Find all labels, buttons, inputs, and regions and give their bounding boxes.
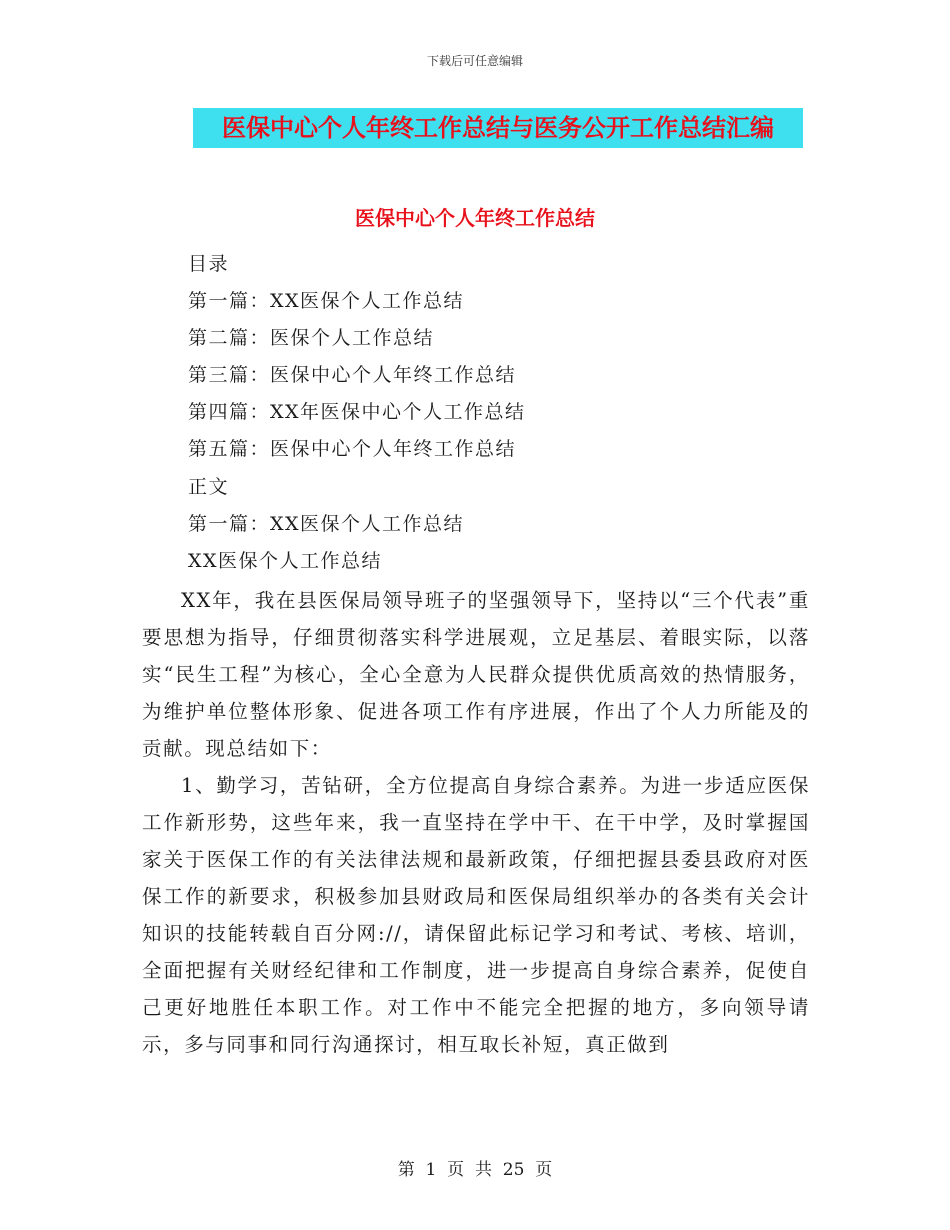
body-text [142,582,810,1063]
document-title: 医保中心个人年终工作总结与医务公开工作总结汇编 [222,114,774,142]
toc-item-4: 第四篇：XX年医保中心个人工作总结 [188,401,526,423]
toc-item-5: 第五篇：医保中心个人年终工作总结 [188,438,517,460]
paragraph: XX年，我在县医保局领导班子的坚强领导下，坚持以“三个代表”重要思想为指导，仔细贯彻落实科学进展观，立足基层、着眼实际，以落实“民生工程”为核心，全心全意为人民群众提供优质高效的热情服务，为维护单位整体形象、促进各项工作有序进展，作出了个人力所能及的贡献。现总结如下： [142,589,810,760]
first-chapter-heading: 第一篇：XX医保个人工作总结 [188,513,465,535]
chapter-title: XX医保个人工作总结 [188,550,383,572]
toc-item-2: 第二篇：医保个人工作总结 [188,327,435,349]
toc-heading: 目录 [188,253,230,275]
toc-item-3: 第三篇：医保中心个人年终工作总结 [188,364,517,386]
toc-item-1: 第一篇：XX医保个人工作总结 [188,290,465,312]
body-heading: 正文 [188,476,230,498]
page-footer: 第 1 页 共 25 页 [397,1160,553,1180]
paragraph: 1、勤学习，苦钻研，全方位提高自身综合素养。为进一步适应医保工作新形势，这些年来，我一直坚持在学中干、在干中学，及时掌握国家关于医保工作的有关法律法规和最新政策，仔细把握县委县政府对医保工作的新要求，积极参加县财政局和医保局组织举办的各类有关会计知识的技能转载自百分网://，请保留此标记学习和考试、考核、培训，全面把握有关财经纪律和工作制度，进一步提高自身综合素养，促使自己更好地胜任本职工作。对工作中不能完全把握的地方，多向领导请示，多与同事和同行沟通探讨，相互取长补短，真正做到 [142,774,810,1056]
header-note: 下载后可任意编辑 [426,54,523,68]
section-title: 医保中心个人年终工作总结 [355,206,595,230]
